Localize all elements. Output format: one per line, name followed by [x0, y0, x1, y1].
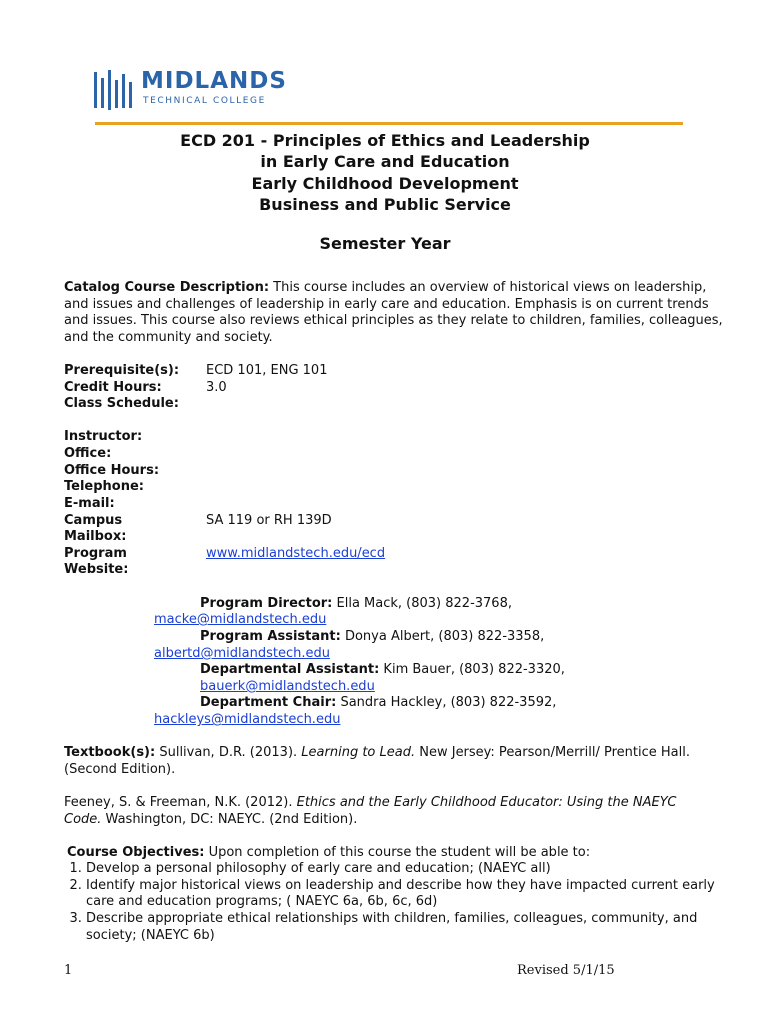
page-number: 1: [64, 963, 73, 978]
program-assistant-text: Donya Albert, (803) 822-3358,: [340, 629, 545, 644]
header-divider: [95, 122, 683, 125]
departmental-assistant-email-link[interactable]: bauerk@midlandstech.edu: [200, 679, 375, 694]
textbook-2-authors: Feeney, S. & Freeman, N.K. (2012).: [64, 795, 297, 810]
program-assistant: [200, 629, 544, 646]
departmental-assistant-text: Kim Bauer, (803) 822-3320,: [379, 662, 565, 677]
objectives-intro-text: Upon completion of this course the student will be able to:: [204, 845, 591, 860]
department-chair-text: Sandra Hackley, (803) 822-3592,: [336, 695, 557, 710]
course-title-line-1: ECD 201 - Principles of Ethics and Leadership: [180, 131, 590, 150]
office-hours-label: Office Hours:: [64, 463, 160, 478]
campus-mailbox-label-1: Campus: [64, 513, 123, 528]
objectives-list: [64, 861, 734, 945]
class-schedule-label: Class Schedule:: [64, 396, 179, 411]
departmental-assistant: [200, 662, 565, 679]
program-director: [200, 596, 512, 613]
revised-date: Revised 5/1/15: [517, 963, 615, 978]
office-label: Office:: [64, 446, 112, 461]
credit-hours-label: Credit Hours:: [64, 380, 162, 395]
program-website-label-2: Website:: [64, 562, 129, 577]
instructor-label: Instructor:: [64, 429, 143, 444]
objectives-label: Course Objectives:: [67, 845, 205, 860]
program-director-text: Ella Mack, (803) 822-3768,: [332, 596, 512, 611]
course-title-line-2: in Early Care and Education: [260, 152, 510, 171]
division-title: Business and Public Service: [259, 195, 511, 214]
program-director-label: Program Director:: [200, 596, 333, 611]
textbook-2-publisher: Washington, DC: NAEYC. (2nd Edition).: [101, 811, 358, 827]
textbook-1-title: Learning to Lead.: [301, 745, 416, 760]
textbook-2: [64, 795, 694, 828]
program-title: Early Childhood Development: [251, 174, 519, 193]
college-logo-icon: [94, 70, 132, 110]
prereq-label: Prerequisite(s):: [64, 363, 180, 378]
objective-item: 3. Describe appropriate ethical relationships with children, families, colleagues, community, and society; (NAEYC 6b): [86, 911, 734, 944]
logo-name: MIDLANDS: [141, 68, 287, 94]
campus-mailbox-label-2: Mailbox:: [64, 529, 127, 544]
textbook-1-publisher: New Jersey: Pearson/Merrill/ Prentice Hall. (Second Edition).: [64, 745, 690, 777]
catalog-label: Catalog Course Description:: [64, 280, 270, 295]
objective-item: 2. Identify major historical views on leadership and describe how they have impacted current early care and education programs; ( NAEYC 6a, 6b, 6c, 6d): [86, 878, 734, 911]
email-label: E-mail:: [64, 496, 115, 511]
program-website-link[interactable]: www.midlandstech.edu/ecd: [206, 546, 386, 561]
campus-mailbox-value: SA 119 or RH 139D: [206, 513, 332, 528]
prereq-value: ECD 101, ENG 101: [206, 363, 328, 378]
objective-item: 1. Develop a personal philosophy of early care and education; (NAEYC all): [86, 861, 734, 878]
program-assistant-label: Program Assistant:: [200, 629, 341, 644]
program-director-email-link[interactable]: macke@midlandstech.edu: [154, 612, 327, 627]
textbook-label: Textbook(s):: [64, 745, 156, 760]
semester-title: Semester Year: [319, 234, 451, 253]
department-chair-label: Department Chair:: [200, 695, 337, 710]
objectives-intro: [67, 845, 590, 862]
textbook-1-authors: Sullivan, D.R. (2013).: [155, 745, 302, 760]
department-chair: [200, 695, 556, 712]
logo-subtitle: TECHNICAL COLLEGE: [143, 96, 266, 106]
telephone-label: Telephone:: [64, 479, 144, 494]
departmental-assistant-label: Departmental Assistant:: [200, 662, 380, 677]
program-assistant-email-link[interactable]: albertd@midlandstech.edu: [154, 646, 330, 661]
catalog-text: This course includes an overview of historical views on leadership, and issues and challenges of leadership in early care and education. Emphasis is on current trends and issues. This course also reviews ethical principles as they relate to children, families, colleagues, and the community and society.: [64, 280, 723, 346]
catalog-description: [64, 280, 724, 347]
textbook-2-title: Ethics and the Early Childhood Educator: Using the NAEYC Code.: [64, 795, 677, 827]
program-website-label-1: Program: [64, 546, 127, 561]
credit-hours-value: 3.0: [206, 380, 227, 395]
department-chair-email-link[interactable]: hackleys@midlandstech.edu: [154, 712, 341, 727]
textbook-1: [64, 745, 724, 778]
